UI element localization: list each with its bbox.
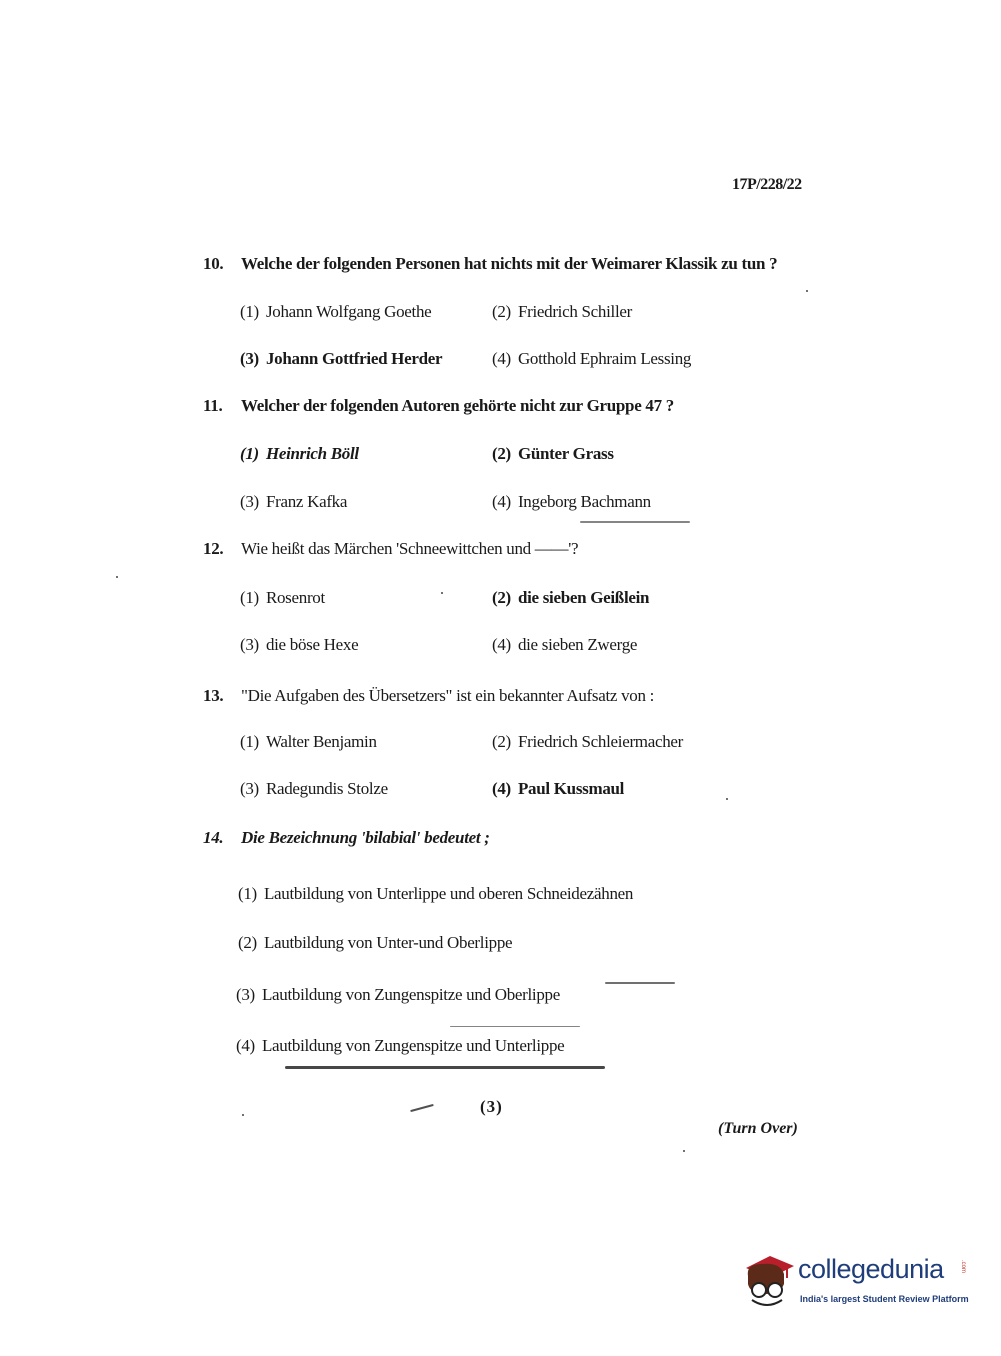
scan-smudge: [285, 1066, 605, 1069]
question-text: Welcher der folgenden Autoren gehörte nicht zur Gruppe 47 ?: [241, 396, 674, 415]
option-11-4: (4) Ingeborg Bachmann: [492, 492, 651, 511]
scan-dot: [726, 798, 728, 800]
option-12-1: (1) Rosenrot: [240, 588, 325, 607]
option-14-1: (1) Lautbildung von Unterlippe und oberen Schneidezähnen: [238, 884, 634, 903]
question-number: 10.: [203, 254, 224, 273]
option-12-3: (3) die böse Hexe: [240, 635, 359, 654]
question-number: 14.: [203, 828, 224, 847]
option-13-4: (4) Paul Kussmaul: [492, 779, 625, 798]
option-11-2: (2) Günter Grass: [492, 444, 614, 463]
question-10: [203, 254, 777, 274]
option-13-1: (1) Walter Benjamin: [240, 732, 377, 751]
scan-dot: [441, 592, 443, 594]
page-number: (3): [480, 1097, 503, 1116]
scan-smudge: [410, 1104, 434, 1112]
option-12-4: (4) die sieben Zwerge: [492, 635, 638, 654]
option-14-4: (4) Lautbildung von Zungenspitze und Unterlippe: [236, 1036, 565, 1055]
question-number: 13.: [203, 686, 224, 705]
question-12: [203, 539, 578, 559]
option-13-2: (2) Friedrich Schleiermacher: [492, 732, 684, 751]
question-number: 11.: [203, 396, 223, 415]
graduate-mascot-icon: [740, 1250, 798, 1312]
scan-dot: [683, 1150, 685, 1152]
option-14-3: (3) Lautbildung von Zungenspitze und Oberlippe: [236, 985, 560, 1004]
scan-smudge: [580, 521, 690, 523]
brand-name: collegedunia: [798, 1254, 944, 1284]
scan-dot: [806, 290, 808, 292]
option-11-1: (1) Heinrich Böll: [240, 444, 359, 463]
option-10-4: (4) Gotthold Ephraim Lessing: [492, 349, 692, 368]
option-11-3: (3) Franz Kafka: [240, 492, 348, 511]
option-10-2: (2) Friedrich Schiller: [492, 302, 632, 321]
turn-over-note: (Turn Over): [718, 1120, 798, 1137]
option-10-1: (1) Johann Wolfgang Goethe: [240, 302, 432, 321]
scan-dot: [116, 576, 118, 578]
brand-tagline: India's largest Student Review Platform: [800, 1294, 969, 1304]
question-text: Wie heißt das Märchen 'Schneewittchen und ——'?: [241, 539, 579, 558]
collegedunia-watermark: [740, 1250, 970, 1312]
brand-domain: .com: [960, 1260, 966, 1274]
question-text: Die Bezeichnung 'bilabial' bedeutet ;: [241, 828, 490, 847]
scan-smudge: [450, 1026, 580, 1027]
question-text: Welche der folgenden Personen hat nichts mit der Weimarer Klassik zu tun ?: [241, 254, 778, 273]
paper-code: 17P/228/22: [732, 176, 802, 193]
question-14: [203, 828, 490, 848]
scan-dot: [242, 1114, 244, 1116]
question-number: 12.: [203, 539, 224, 558]
option-12-2: (2) die sieben Geißlein: [492, 588, 650, 607]
option-10-3: (3) Johann Gottfried Herder: [240, 349, 443, 368]
option-13-3: (3) Radegundis Stolze: [240, 779, 388, 798]
question-text: "Die Aufgaben des Übersetzers" ist ein bekannter Aufsatz von :: [241, 686, 655, 705]
question-11: [203, 396, 674, 416]
question-13: [203, 686, 654, 706]
option-14-2: (2) Lautbildung von Unter-und Oberlippe: [238, 933, 513, 952]
scan-smudge: [605, 982, 675, 984]
